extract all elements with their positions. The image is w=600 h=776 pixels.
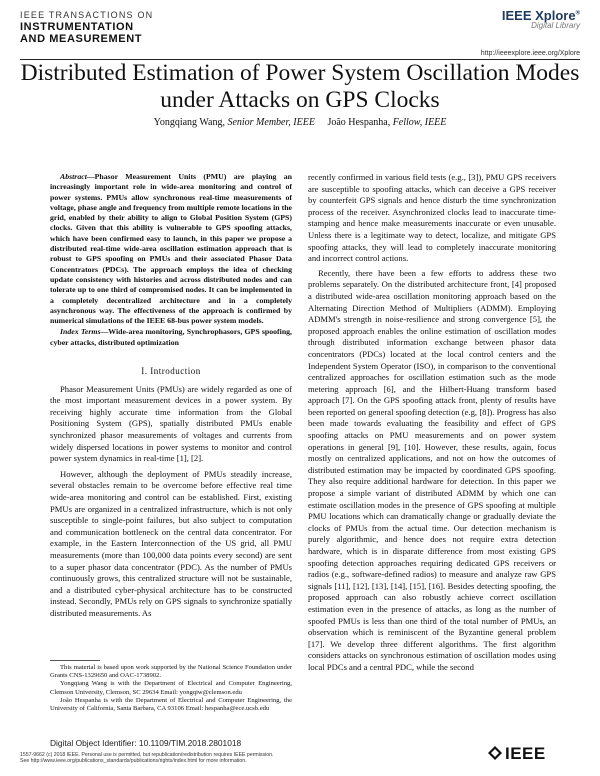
- footnote-rule: [50, 660, 100, 661]
- author2-name: João Hespanha,: [327, 117, 391, 128]
- ieee-diamond-icon: [488, 746, 502, 760]
- ieee-xplore-logo: [502, 8, 580, 30]
- ieee-logo: IEEE: [505, 744, 546, 763]
- index-terms-text: —Wide-area monitoring, Synchrophasors, GPS spoofing, cyber attacks, distributed optimization: [50, 327, 292, 347]
- doi-line: Digital Object Identifier: 10.1109/TIM.2018.2801018: [50, 738, 242, 748]
- xplore-url[interactable]: http://ieeexplore.ieee.org/Xplore: [480, 50, 580, 57]
- left-column: [50, 172, 292, 620]
- right-paragraph-1: recently confirmed in various field tests (e.g., [3]), PMU GPS receivers are susceptible to spoofing attacks, which can deceive a GPS receiver by counterfeit GPS signals and hence disturb the time synchronization process of the receiver. Asynchronized clocks lead to inaccurate time-stamping and hence make measurements inaccurate or even unusable. Unless there is a legitimate way to detect, localize, and mitigate GPS spoofing attacks, they will lead to completely inaccurate monitoring and incorrect control actions.: [308, 172, 556, 264]
- author1-role: Senior Member, IEEE: [227, 117, 315, 128]
- abstract-text: —Phasor Measurement Units (PMU) are playing an increasingly important role in wide-area monitoring and control of power systems. PMUs allow synchronous real-time measurements of voltage, phase angle and frequency from multiple remote locations in the grid, enabled by their ability to align to Global Position System (GPS) clocks. Given that this ability is vulnerable to GPS spoofing attacks, which have been confirmed easy to launch, in this paper we propose a distributed real-time wide-area oscillation estimation approach that is robust to GPS spoofing on PMUs and their associated Phasor Data Concentrators (PDCs). The approach employs the idea of checking update consistency with histories and across distributed nodes and can tolerate up to one third of compromised nodes. It can be implemented in a completely decentralized architecture and in a completely asynchronous way. The effectiveness of the approach is confirmed by numerical simulations of the IEEE 68-bus power system models.: [50, 172, 292, 326]
- section-heading-introduction: I. Introduction: [141, 366, 201, 377]
- paper-title: Distributed Estimation of Power System Oscillation Modes under Attacks on GPS Clocks: [20, 60, 580, 113]
- rights-line[interactable]: See http://www.ieee.org/publications_standards/publications/rights/index.html for more information.: [20, 758, 247, 765]
- author-line: [20, 117, 580, 128]
- journal-name: [20, 21, 142, 45]
- right-paragraph-2: Recently, there have been a few efforts to address these two problems separately. On the distributed architecture front, [4] proposed a distributed wide-area oscillation monitoring approach based on the Alternating Direction Method of Multipliers (ADMM). Employing ADMM's strength in noise-resilience and strong convergence [5], the proposed approach enables the online estimation of oscillation modes through distributed information exchange between phasor data concentrators (PDCs) located at the local control centers and the Independent System Operator (ISO), in comparison to the conventional centralized approaches for oscillation estimation such as the mode metering approach [6], and the Hilbert-Huang transform based approach [7]. On the GPS spoofing attack front, plenty of results have been reported on general spoofing detection (e.g, [8]). Progress has also been made towards evaluating the feasibility and effect of GPS spoofing attacks on PMU measurements and on power system operations in general [9], [10]. However, these results, again, focus mostly on centralized applications, and not on how the outcomes of distributed estimation may be impacted by coordinated GPS spoofing. They also require additional hardware for detection. In this paper we propose a simple variant of distributed ADMM by which one can estimate oscillation modes in the presence of GPS spoofing at multiple PMU locations which can dramatically change or gradually deviate the clocks of PMUs from the actual time. Our detection mechanism is purely algorithmic, and hence does not require extra detection hardware, which is in disparate difference from most existing GPS spoofing detection approaches requiring dedicated GPS receivers or radios (e.g., software-defined radios) to measure and analyze raw GPS signals [11], [12], [13], [14], [15], [16]. Besides detecting spoofing, the proposed approach can also robustly achieve correct oscillation estimation even in the presence of attacks, as long as the number of spoofed PMUs is less than one third of the total number of PMUs, an observation which is reminiscent of the Byzantine general problem [17]. We develop three different algorithms. The first algorithm considers attacks on synchronous estimation of oscillation modes using local PDCs and a central PDC, while the second: [308, 267, 556, 672]
- xplore-brand-mark: ®: [575, 10, 580, 17]
- footnotes: [50, 664, 292, 713]
- index-terms-label: Index Terms: [60, 327, 101, 337]
- abstract-label: Abstract: [60, 172, 87, 181]
- author1-name: Yongqiang Wang,: [153, 117, 225, 128]
- footnote-author1: Yongqiang Wang is with the Department of Electrical and Computer Engineering, Clemson University, Clemson, SC 29634 Email: yongqiw@clemson.edu: [50, 680, 292, 696]
- footnote-funding: This material is based upon work supported by the National Science Foundation under Grants CNS-1329650 and OAC-1738902.: [50, 664, 292, 680]
- copyright-line: 1557-9662 (c) 2018 IEEE. Personal use is permitted, but republication/redistribution requires IEEE permission.: [20, 752, 274, 758]
- journal-series-line: IEEE TRANSACTIONS ON: [20, 10, 154, 20]
- right-column: [308, 172, 556, 674]
- intro-paragraph-2: However, although the deployment of PMUs steadily increase, several obstacles remain to be overcome before effective real time wide-area monitoring and control can be established. First, existing PMUs are organized in a centralized infrastructure, which is not only susceptible to single-point failures, but also subject to computation and communication bottleneck on the central data concentrator. For example, in the Eastern Interconnection of the US grid, all PMU measurements (more than 100,000 data points every second) are sent to a super phasor data concentrator (PDC). As the number of PMUs continuously grows, this centralized structure will not be sustainable, and a distributed cyber-physical architecture has to be constructed instead. Secondly, PMUs rely on GPS signals to synchronize spatially distributed measurements. As: [50, 468, 292, 618]
- journal-name-line1: INSTRUMENTATION: [20, 21, 134, 33]
- xplore-brand: IEEE Xplore: [501, 8, 576, 23]
- index-terms: [50, 327, 292, 348]
- abstract: [50, 172, 292, 326]
- xplore-subtitle: Digital Library: [531, 21, 580, 30]
- intro-paragraph-1: Phasor Measurement Units (PMUs) are widely regarded as one of the most important measurement devices in a power system. By receiving highly accurate time information from the Global Positioning System (GPS), spatially distributed PMUs enable synchronized phasor measurements of voltages and currents from widely dispersed locations in power systems to monitor and control power system dynamics in real-time [1], [2].: [50, 383, 292, 464]
- copyright-notice: [20, 752, 500, 765]
- footnote-author2: João Hespanha is with the Department of Electrical and Computer Engineering, the University of California, Santa Barbara, CA 93106 Email: hespanha@ece.ucsb.edu: [50, 696, 292, 713]
- author2-role: Fellow, IEEE: [392, 117, 447, 128]
- journal-name-line2: AND MEASUREMENT: [20, 33, 143, 45]
